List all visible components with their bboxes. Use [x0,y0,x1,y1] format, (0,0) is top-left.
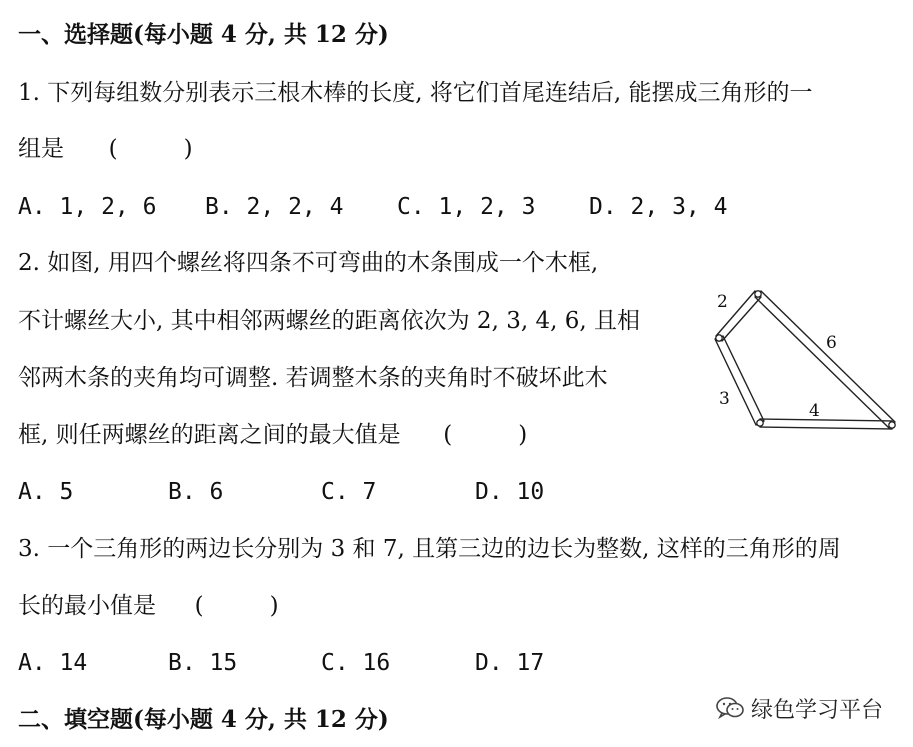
answer-paren-close: ) [518,422,528,448]
q1-text-line1: 1. 下列每组数分别表示三根木棒的长度, 将它们首尾连结后, 能摆成三角形的一 [18,80,813,106]
q1-option-c: C. 1, 2, 3 [397,194,536,220]
q3-option-d: D. 17 [475,650,545,676]
screw [757,420,763,426]
q1-stem-end: 组是 [18,136,64,162]
q3-text-line1: 3. 一个三角形的两边长分别为 3 和 7, 且第三边的边长为整数, 这样的三角形的周 [18,536,841,562]
bar-length-3 [715,336,764,425]
section2-heading: 二、填空题(每小题 4 分, 共 12 分) [18,706,389,733]
screw [716,335,722,341]
q3-option-c: C. 16 [321,650,391,676]
q1-option-b: B. 2, 2, 4 [205,194,344,220]
q3-text-line2 [18,591,279,621]
q2-option-c: C. 7 [321,479,377,505]
screw [889,422,895,428]
bar-length-6 [755,291,895,428]
bar-length-4 [760,419,892,429]
answer-paren-open: ( [108,136,118,162]
q2-option-d: D. 10 [475,479,545,505]
q2-text-line3: 邻两木条的夹角均可调整. 若调整木条的夹角时不破坏此木 [18,365,608,391]
q2-stem-end: 框, 则任两螺丝的距离之间的最大值是 [18,422,401,448]
section1-heading: 一、选择题(每小题 4 分, 共 12 分) [18,21,389,48]
q3-option-b: B. 15 [168,650,238,676]
q2-text-line4 [18,420,527,450]
q2-option-a: A. 5 [18,479,74,505]
q2-option-b: B. 6 [168,479,224,505]
label-4: 4 [809,401,820,421]
q2-text-line2: 不计螺丝大小, 其中相邻两螺丝的距离依次为 2, 3, 4, 6, 且相 [18,308,640,334]
label-2: 2 [717,292,728,312]
q3-option-a: A. 14 [18,650,88,676]
answer-paren-close: ) [269,593,279,619]
wooden-frame-figure [705,282,905,442]
q3-stem-end: 长的最小值是 [18,593,156,619]
watermark [715,690,883,726]
label-6: 6 [826,333,837,353]
screw [755,291,761,297]
wechat-icon [715,695,745,721]
watermark-text: 绿色学习平台 [751,697,884,723]
answer-paren-open: ( [194,593,204,619]
q2-text-line1: 2. 如图, 用四个螺丝将四条不可弯曲的木条围成一个木框, [18,250,599,276]
q1-option-a: A. 1, 2, 6 [18,194,157,220]
q1-option-d: D. 2, 3, 4 [589,194,728,220]
answer-paren-open: ( [443,422,453,448]
answer-paren-close: ) [183,136,193,162]
q1-text-line2 [18,134,193,164]
label-3: 3 [719,389,730,409]
